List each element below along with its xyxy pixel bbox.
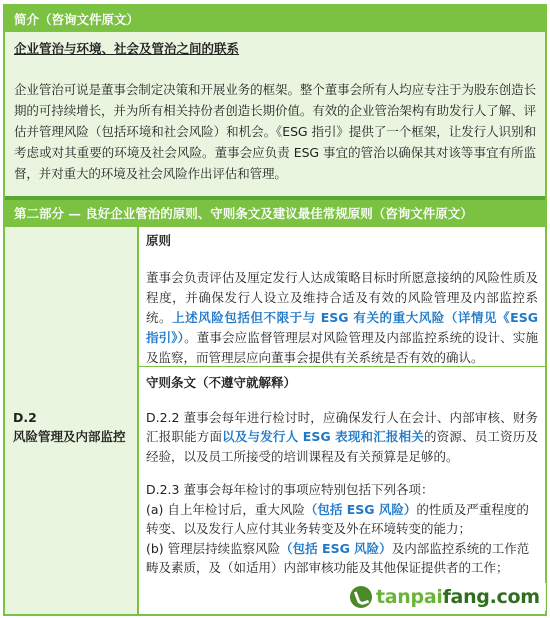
code-provisions-block — [139, 367, 545, 616]
provision-code: D.2 — [13, 410, 37, 425]
d23-a-text: (a) 自上年检讨后，重大风险 — [146, 501, 305, 517]
provision-title: 风险管理及内部监控 — [13, 429, 126, 444]
d23-b-text: 及内部监控系统的工作范畴及素质，及（如适用）内部审核功能及其他保证提供者的工作； — [146, 540, 530, 575]
d22-text: 的资源、员工资历及经验，以及员工所接受的培训课程及有关预算是足够的。 — [146, 429, 538, 464]
provision-content-cell — [139, 227, 545, 616]
section2-table — [5, 226, 545, 616]
provision-d22 — [146, 408, 538, 467]
principle-block — [139, 227, 545, 367]
section1-title: 企业管治与环境、社会及管治之间的联系 — [14, 41, 240, 56]
section1-header-text: 简介（咨询文件原文） — [14, 12, 140, 27]
d23-a-text: 的性质及严重程度的转变、以及发行人应付其业务转变及外在环境转变的能力； — [146, 501, 529, 536]
section2-header — [5, 200, 545, 226]
watermark-text — [376, 586, 540, 608]
leaf-logo-icon — [350, 586, 372, 608]
watermark-logo — [350, 583, 546, 611]
d23-a-highlight: （包括 ESG 风险） — [304, 501, 417, 517]
code-provisions-heading: 守则条文（不遵守就解释） — [146, 375, 297, 390]
principle-text-part: 。董事会应监督管理层对风险管理及内部监控系统的设计、实施及监察，而管理层应向董事会提供有关系统是否有效的确认。 — [146, 330, 538, 365]
d23-item-b — [146, 539, 538, 578]
d23-b-highlight: （包括 ESG 风险） — [280, 540, 392, 556]
principle-highlight: 上述风险包括但不限于与 ESG 有关的重大风险（详情见《ESG 指引》） — [146, 310, 538, 345]
d23-intro: D.2.3 董事会每年检讨的事项应特别包括下列各项： — [146, 482, 434, 497]
document-frame — [3, 4, 547, 616]
watermark-brand-tail: fang.com — [442, 586, 540, 608]
section1-body — [5, 32, 545, 196]
provision-label-cell — [5, 227, 139, 616]
watermark-brand-main: tanpai — [376, 586, 443, 608]
principle-heading: 原则 — [146, 233, 172, 248]
section1-header — [5, 6, 545, 32]
section1-paragraph: 企业管治可说是董事会制定决策和开展业务的框架。整个董事会所有人均应专注于为股东创造长期的可持续增长，并为所有相关持份者创造长期价值。有效的企业管治架构有助发行人了解、评估并管理风险（包括环境和社会风险）和机会。《ESG 指引》提供了一个框架，让发行人识别和考虑或对其重要的环境及社会风险。董事会应负责 ESG 事宜的管治以确保其对该等事宜有所监督，并对重大的环境及社会风险作出评估和管理。 — [14, 82, 536, 181]
principle-text — [146, 268, 538, 368]
provision-d23 — [146, 480, 538, 578]
d22-text: D.2.2 董事会每年进行检讨时，应确保发行人在会计、内部审核、财务汇报职能方面 — [146, 409, 538, 444]
principle-text-part: 董事会负责评估及厘定发行人达成策略目标时所愿意接纳的风险性质及程度，并确保发行人设立及维持合适及有效的风险管理及内部监控系统。 — [146, 270, 538, 325]
d22-highlight: 以及与发行人 ESG 表现和汇报相关 — [222, 429, 424, 444]
d23-item-a — [146, 500, 538, 539]
section2-header-text: 第二部分 — 良好企业管治的原则、守则条文及建议最佳常规原则（咨询文件原文） — [14, 206, 473, 221]
d23-b-text: (b) 管理层持续监察风险 — [146, 540, 281, 556]
